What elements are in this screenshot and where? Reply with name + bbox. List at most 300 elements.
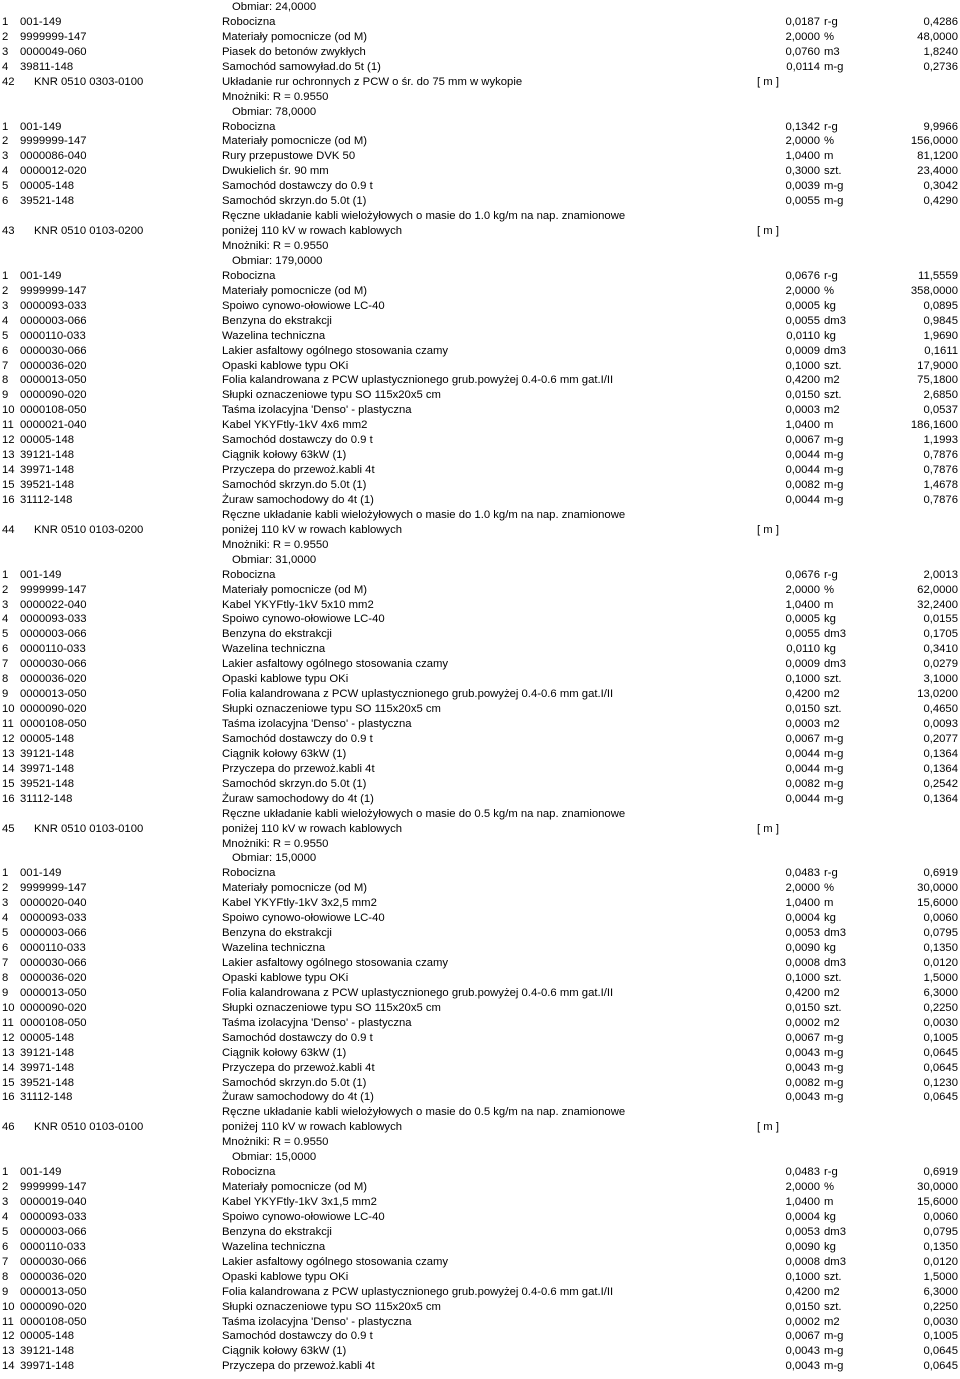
quantity-norm: 0,0044	[785, 792, 820, 805]
quantity-total: 1,4678	[923, 479, 958, 491]
unit: szt.	[824, 673, 842, 686]
row-number: 12	[2, 1330, 15, 1343]
row-number: 14	[2, 1360, 15, 1373]
quantity-total: 1,8240	[923, 45, 958, 58]
quantity-total: 0,1350	[923, 942, 958, 955]
resource-code: 39521-148	[20, 479, 75, 491]
unit: m2	[824, 1285, 840, 1298]
unit: dm3	[824, 927, 846, 940]
unit: dm3	[824, 1255, 846, 1268]
resource-code: 0000090-020	[20, 703, 87, 716]
quantity-total: 0,2250	[923, 1001, 958, 1014]
quantity-norm: 0,0055	[785, 195, 820, 208]
row-number: 11	[2, 1016, 14, 1029]
row-number: 6	[2, 344, 9, 357]
resource-description: Ciągnik kołowy 63kW (1)	[222, 1345, 347, 1358]
quantity-total: 0,1230	[923, 1076, 958, 1089]
row-number: 15	[2, 1076, 15, 1089]
resource-description: Folia kalandrowana z PCW uplastycznionego grub.powyżej 0.4-0.6 mm gat.I/II	[222, 374, 614, 387]
unit: dm3	[824, 314, 846, 327]
unit: szt.	[824, 703, 842, 716]
quantity-norm: 0,0039	[785, 180, 820, 193]
resource-code: 0000003-066	[20, 314, 87, 327]
quantity-total: 30,0000	[917, 1181, 958, 1194]
quantity-norm: 0,0005	[785, 299, 820, 312]
resource-code: 0000093-033	[20, 912, 87, 925]
position-description: Ręczne układanie kabli wielożyłowych o masie do 0.5 kg/m na nap. znamionowe	[222, 1106, 626, 1119]
quantity-total: 0,0645	[923, 1360, 958, 1373]
row-number: 5	[2, 927, 9, 940]
resource-description: Materiały pomocnicze (od M)	[222, 1181, 368, 1194]
resource-code: 0000030-066	[20, 1255, 87, 1268]
resource-row	[0, 657, 960, 672]
row-number: 6	[2, 195, 9, 208]
resource-row	[0, 702, 960, 717]
resource-code: 39521-148	[20, 777, 75, 790]
quantity-total: 62,0000	[917, 583, 958, 596]
quantity-total: 1,1993	[923, 434, 958, 447]
row-number: 2	[2, 284, 9, 297]
resource-description: Samochód samowyład.do 5t (1)	[222, 60, 381, 73]
position-number: 46	[2, 1121, 15, 1134]
quantity-norm: 2,0000	[785, 284, 820, 297]
quantity-norm: 1,0400	[785, 419, 820, 432]
resource-row	[0, 717, 960, 732]
quantity-total: 0,0895	[923, 299, 958, 312]
measurement-text: Obmiar: 15,0000	[232, 1151, 317, 1164]
row-number: 2	[2, 30, 9, 43]
row-number: 11	[2, 718, 14, 730]
unit: m2	[824, 1315, 840, 1328]
quantity-norm: 0,4200	[785, 688, 820, 701]
quantity-total: 0,0093	[923, 718, 958, 730]
position-number: 44	[2, 523, 15, 536]
resource-row	[0, 1329, 960, 1344]
resource-row	[0, 1046, 960, 1061]
row-number: 4	[2, 314, 9, 327]
quantity-total: 156,0000	[910, 135, 958, 148]
unit: m-g	[824, 1330, 844, 1343]
resource-code: 39971-148	[20, 1360, 75, 1373]
resource-description: Materiały pomocnicze (od M)	[222, 30, 368, 43]
quantity-total: 9,9966	[923, 120, 958, 133]
unit: m3	[824, 45, 840, 58]
quantity-norm: 1,0400	[785, 598, 820, 611]
row-number: 7	[2, 658, 9, 671]
resource-code: 0000110-033	[20, 942, 86, 955]
resource-description: Samochód dostawczy do 0.9 t	[222, 1031, 373, 1044]
resource-code: 0000108-050	[20, 1315, 87, 1328]
resource-row	[0, 896, 960, 911]
unit: r-g	[824, 269, 838, 282]
row-number: 2	[2, 882, 9, 895]
unit: r-g	[824, 1166, 838, 1179]
resource-description: Robocizna	[222, 568, 276, 581]
resource-description: Dwukielich śr. 90 mm	[222, 165, 329, 178]
quantity-total: 0,0795	[923, 927, 958, 940]
quantity-total: 0,3410	[923, 643, 958, 656]
resource-row	[0, 15, 960, 30]
row-number: 3	[2, 598, 9, 611]
quantity-norm: 0,0044	[785, 762, 820, 775]
unit: m-g	[824, 1061, 844, 1074]
row-number: 16	[2, 493, 15, 506]
unit: m-g	[824, 464, 844, 477]
quantity-total: 0,0645	[923, 1345, 958, 1358]
position-description: poniżej 110 kV w rowach kablowych	[222, 1121, 403, 1134]
resource-row	[0, 1359, 960, 1374]
resource-description: Samochód skrzyn.do 5.0t (1)	[222, 1076, 367, 1089]
position-description: Układanie rur ochronnych z PCW o śr. do 75 mm w wykopie	[222, 75, 523, 88]
unit: kg	[824, 299, 836, 312]
quantity-norm: 0,4200	[785, 986, 820, 999]
row-number: 10	[2, 404, 15, 417]
row-number: 4	[2, 60, 9, 73]
resource-description: Kabel YKYFtly-1kV 3x1,5 mm2	[222, 1196, 377, 1208]
position-description: poniżej 110 kV w rowach kablowych	[222, 822, 403, 835]
resource-code: 001-149	[20, 15, 62, 28]
multiplier-text: Mnożniki: R = 0.9550	[222, 90, 329, 103]
quantity-total: 0,4286	[923, 15, 958, 28]
resource-description: Spoiwo cynowo-ołowiowe LC-40	[222, 1210, 385, 1223]
quantity-norm: 2,0000	[785, 1181, 820, 1194]
resource-code: 00005-148	[20, 434, 75, 447]
measurement-row	[0, 254, 960, 269]
resource-description: Słupki oznaczeniowe typu SO 115x20x5 cm	[222, 703, 441, 716]
resource-description: Przyczepa do przewoż.kabli 4t	[222, 1061, 375, 1074]
resource-description: Materiały pomocnicze (od M)	[222, 135, 368, 148]
resource-code: 31112-148	[20, 493, 73, 506]
resource-code: 00005-148	[20, 180, 75, 193]
resource-code: 00005-148	[20, 1330, 75, 1343]
catalog-code: KNR 0510 0103-0100	[34, 822, 144, 835]
row-number: 3	[2, 299, 9, 312]
resource-description: Samochód dostawczy do 0.9 t	[222, 732, 373, 745]
position-description: Ręczne układanie kabli wielożyłowych o masie do 1.0 kg/m na nap. znamionowe	[222, 210, 626, 223]
unit: szt.	[824, 1270, 842, 1283]
resource-description: Lakier asfaltowy ogólnego stosowania czamy	[222, 658, 449, 671]
quantity-total: 0,1005	[923, 1330, 958, 1343]
quantity-norm: 0,0082	[785, 479, 820, 491]
resource-code: 0000093-033	[20, 299, 87, 312]
resource-description: Samochód skrzyn.do 5.0t (1)	[222, 195, 367, 208]
unit: %	[824, 284, 835, 297]
quantity-total: 0,1005	[923, 1031, 958, 1044]
unit: dm3	[824, 628, 846, 641]
quantity-norm: 0,0090	[785, 1240, 820, 1253]
row-number: 10	[2, 1001, 15, 1014]
resource-code: 0000086-040	[20, 150, 87, 163]
quantity-total: 1,5000	[923, 1270, 958, 1283]
resource-code: 001-149	[20, 568, 62, 581]
row-number: 10	[2, 703, 15, 716]
resource-row	[0, 1001, 960, 1016]
row-number: 12	[2, 1031, 15, 1044]
row-number: 14	[2, 464, 15, 477]
position-number: 43	[2, 225, 15, 238]
unit: kg	[824, 329, 836, 342]
resource-row	[0, 627, 960, 642]
multiplier-text: Mnożniki: R = 0.9550	[222, 837, 329, 850]
row-number: 6	[2, 1240, 9, 1253]
resource-row	[0, 568, 960, 583]
quantity-total: 0,0155	[923, 613, 958, 626]
row-number: 1	[2, 568, 9, 581]
measurement-row	[0, 0, 960, 15]
resource-code: 31112-148	[20, 1091, 73, 1104]
quantity-total: 81,1200	[917, 150, 958, 163]
unit: m2	[824, 986, 840, 999]
unit: m-g	[824, 1031, 844, 1044]
resource-description: Lakier asfaltowy ogólnego stosowania czamy	[222, 344, 449, 357]
quantity-norm: 0,1000	[785, 673, 820, 686]
position-row	[0, 224, 960, 239]
unit: r-g	[824, 568, 838, 581]
row-number: 1	[2, 15, 9, 28]
resource-row	[0, 1344, 960, 1359]
resource-description: Wazelina techniczna	[222, 643, 326, 656]
position-row	[0, 523, 960, 538]
resource-description: Opaski kablowe typu OKi	[222, 971, 349, 984]
quantity-norm: 0,0150	[785, 1300, 820, 1313]
quantity-total: 0,6919	[923, 1166, 958, 1179]
resource-code: 39971-148	[20, 762, 75, 775]
resource-row	[0, 1285, 960, 1300]
unit: m	[824, 150, 834, 163]
unit: m-g	[824, 1360, 844, 1373]
position-unit: [ m ]	[757, 822, 779, 835]
resource-description: Benzyna do ekstrakcji	[222, 314, 332, 327]
unit: m	[824, 1196, 834, 1208]
resource-code: 9999999-147	[20, 882, 87, 895]
measurement-row	[0, 851, 960, 866]
resource-code: 001-149	[20, 1166, 62, 1179]
quantity-norm: 0,0067	[785, 732, 820, 745]
quantity-norm: 0,0002	[785, 1016, 820, 1029]
multiplier-row	[0, 239, 960, 254]
resource-description: Spoiwo cynowo-ołowiowe LC-40	[222, 299, 385, 312]
position-description-line	[0, 209, 960, 224]
row-number: 9	[2, 688, 9, 701]
resource-row	[0, 1240, 960, 1255]
resource-row	[0, 777, 960, 792]
resource-code: 39121-148	[20, 449, 75, 462]
resource-code: 39121-148	[20, 1046, 75, 1059]
quantity-norm: 0,0009	[785, 658, 820, 671]
resource-code: 0000036-020	[20, 971, 87, 984]
position-unit: [ m ]	[757, 523, 779, 536]
resource-row	[0, 941, 960, 956]
unit: m-g	[824, 762, 844, 775]
unit: m2	[824, 688, 840, 701]
row-number: 1	[2, 120, 9, 133]
quantity-norm: 0,0043	[785, 1091, 820, 1104]
unit: m2	[824, 374, 840, 387]
position-unit: [ m ]	[757, 225, 779, 238]
unit: m-g	[824, 180, 844, 193]
position-description: Ręczne układanie kabli wielożyłowych o masie do 1.0 kg/m na nap. znamionowe	[222, 508, 626, 521]
quantity-total: 0,0060	[923, 912, 958, 925]
quantity-norm: 0,0082	[785, 1076, 820, 1089]
resource-code: 0000090-020	[20, 389, 87, 402]
resource-row	[0, 956, 960, 971]
quantity-norm: 2,0000	[785, 30, 820, 43]
row-number: 16	[2, 792, 15, 805]
quantity-norm: 0,0676	[785, 269, 820, 282]
quantity-total: 0,3042	[923, 180, 958, 193]
resource-code: 0000108-050	[20, 718, 87, 730]
quantity-norm: 0,0055	[785, 314, 820, 327]
row-number: 13	[2, 449, 15, 462]
resource-row	[0, 583, 960, 598]
unit: %	[824, 882, 835, 895]
resource-code: 0000036-020	[20, 1270, 87, 1283]
resource-row	[0, 45, 960, 60]
resource-description: Spoiwo cynowo-ołowiowe LC-40	[222, 613, 385, 626]
resource-code: 39121-148	[20, 747, 75, 760]
unit: m-g	[824, 479, 844, 491]
quantity-total: 0,0795	[923, 1225, 958, 1238]
row-number: 5	[2, 1225, 9, 1238]
unit: %	[824, 135, 835, 148]
quantity-total: 0,0537	[923, 404, 958, 417]
position-row	[0, 75, 960, 90]
resource-code: 0000013-050	[20, 688, 87, 701]
unit: r-g	[824, 867, 838, 880]
quantity-total: 1,9690	[923, 329, 958, 342]
resource-description: Samochód dostawczy do 0.9 t	[222, 1330, 373, 1343]
resource-row	[0, 149, 960, 164]
quantity-norm: 0,0082	[785, 777, 820, 790]
quantity-norm: 0,0760	[785, 45, 820, 58]
resource-description: Słupki oznaczeniowe typu SO 115x20x5 cm	[222, 1001, 441, 1014]
resource-description: Folia kalandrowana z PCW uplastycznionego grub.powyżej 0.4-0.6 mm gat.I/II	[222, 986, 614, 999]
row-number: 14	[2, 762, 15, 775]
row-number: 13	[2, 1046, 15, 1059]
quantity-norm: 0,0044	[785, 464, 820, 477]
unit: m-g	[824, 434, 844, 447]
quantity-total: 0,4290	[923, 195, 958, 208]
quantity-total: 0,0645	[923, 1046, 958, 1059]
unit: szt.	[824, 971, 842, 984]
resource-description: Taśma izolacyjna 'Denso' - plastyczna	[222, 404, 412, 417]
resource-description: Taśma izolacyjna 'Denso' - plastyczna	[222, 1315, 412, 1328]
unit: szt.	[824, 1300, 842, 1313]
resource-row	[0, 792, 960, 807]
quantity-total: 0,1705	[923, 628, 958, 641]
row-number: 13	[2, 1345, 15, 1358]
quantity-total: 0,0060	[923, 1210, 958, 1223]
resource-code: 39121-148	[20, 1345, 75, 1358]
resource-description: Robocizna	[222, 120, 276, 133]
quantity-norm: 0,0005	[785, 613, 820, 626]
resource-description: Materiały pomocnicze (od M)	[222, 284, 368, 297]
position-unit: [ m ]	[757, 75, 779, 88]
resource-description: Rury przepustowe DVK 50	[222, 150, 356, 163]
row-number: 5	[2, 180, 9, 193]
resource-row	[0, 269, 960, 284]
measurement-row	[0, 1150, 960, 1165]
row-number: 12	[2, 434, 15, 447]
quantity-total: 0,2542	[923, 777, 958, 790]
resource-row	[0, 687, 960, 702]
quantity-norm: 1,0400	[785, 1196, 820, 1208]
catalog-code: KNR 0510 0103-0100	[34, 1121, 144, 1134]
quantity-total: 0,6919	[923, 867, 958, 880]
resource-code: 0000108-050	[20, 404, 87, 417]
resource-code: 00005-148	[20, 732, 75, 745]
quantity-norm: 0,0003	[785, 404, 820, 417]
resource-code: 0000022-040	[20, 598, 87, 611]
resource-code: 0000013-050	[20, 1285, 87, 1298]
resource-description: Opaski kablowe typu OKi	[222, 673, 349, 686]
quantity-norm: 2,0000	[785, 882, 820, 895]
resource-code: 0000036-020	[20, 673, 87, 686]
resource-code: 0000030-066	[20, 957, 87, 969]
resource-row	[0, 373, 960, 388]
row-number: 8	[2, 374, 9, 387]
quantity-total: 17,9000	[917, 359, 958, 372]
resource-row	[0, 986, 960, 1001]
unit: kg	[824, 1210, 836, 1223]
resource-row	[0, 314, 960, 329]
resource-row	[0, 1225, 960, 1240]
quantity-norm: 0,0090	[785, 942, 820, 955]
quantity-total: 0,1364	[923, 792, 958, 805]
quantity-norm: 0,0053	[785, 1225, 820, 1238]
row-number: 13	[2, 747, 15, 760]
row-number: 11	[2, 1315, 14, 1328]
resource-code: 0000090-020	[20, 1001, 87, 1014]
resource-code: 39811-148	[20, 60, 74, 73]
position-number: 45	[2, 822, 15, 835]
quantity-total: 0,9845	[923, 314, 958, 327]
resource-description: Przyczepa do przewoż.kabli 4t	[222, 1360, 375, 1373]
unit: m-g	[824, 1046, 844, 1059]
resource-description: Przyczepa do przewoż.kabli 4t	[222, 464, 375, 477]
resource-code: 0000013-050	[20, 986, 87, 999]
unit: m-g	[824, 60, 844, 73]
unit: r-g	[824, 15, 838, 28]
quantity-norm: 0,0114	[786, 60, 820, 73]
resource-row	[0, 284, 960, 299]
resource-description: Ciągnik kołowy 63kW (1)	[222, 747, 347, 760]
row-number: 2	[2, 135, 9, 148]
unit: %	[824, 583, 835, 596]
quantity-total: 23,4000	[917, 165, 958, 178]
resource-row	[0, 388, 960, 403]
resource-description: Robocizna	[222, 269, 276, 282]
resource-description: Spoiwo cynowo-ołowiowe LC-40	[222, 912, 385, 925]
resource-code: 9999999-147	[20, 1181, 87, 1194]
resource-row	[0, 1255, 960, 1270]
quantity-norm: 0,1000	[785, 359, 820, 372]
catalog-code: KNR 0510 0103-0200	[34, 225, 144, 238]
resource-row	[0, 448, 960, 463]
multiplier-text: Mnożniki: R = 0.9550	[222, 240, 329, 252]
resource-description: Samochód dostawczy do 0.9 t	[222, 434, 373, 447]
resource-description: Przyczepa do przewoż.kabli 4t	[222, 762, 375, 775]
resource-code: 0000003-066	[20, 927, 87, 940]
resource-row	[0, 1016, 960, 1031]
unit: m-g	[824, 1345, 844, 1358]
quantity-total: 0,0645	[923, 1061, 958, 1074]
measurement-text: Obmiar: 24,0000	[232, 1, 317, 13]
quantity-total: 2,6850	[923, 389, 958, 402]
quantity-norm: 0,0004	[785, 912, 820, 925]
unit: m-g	[824, 449, 844, 462]
resource-description: Taśma izolacyjna 'Denso' - plastyczna	[222, 718, 412, 730]
